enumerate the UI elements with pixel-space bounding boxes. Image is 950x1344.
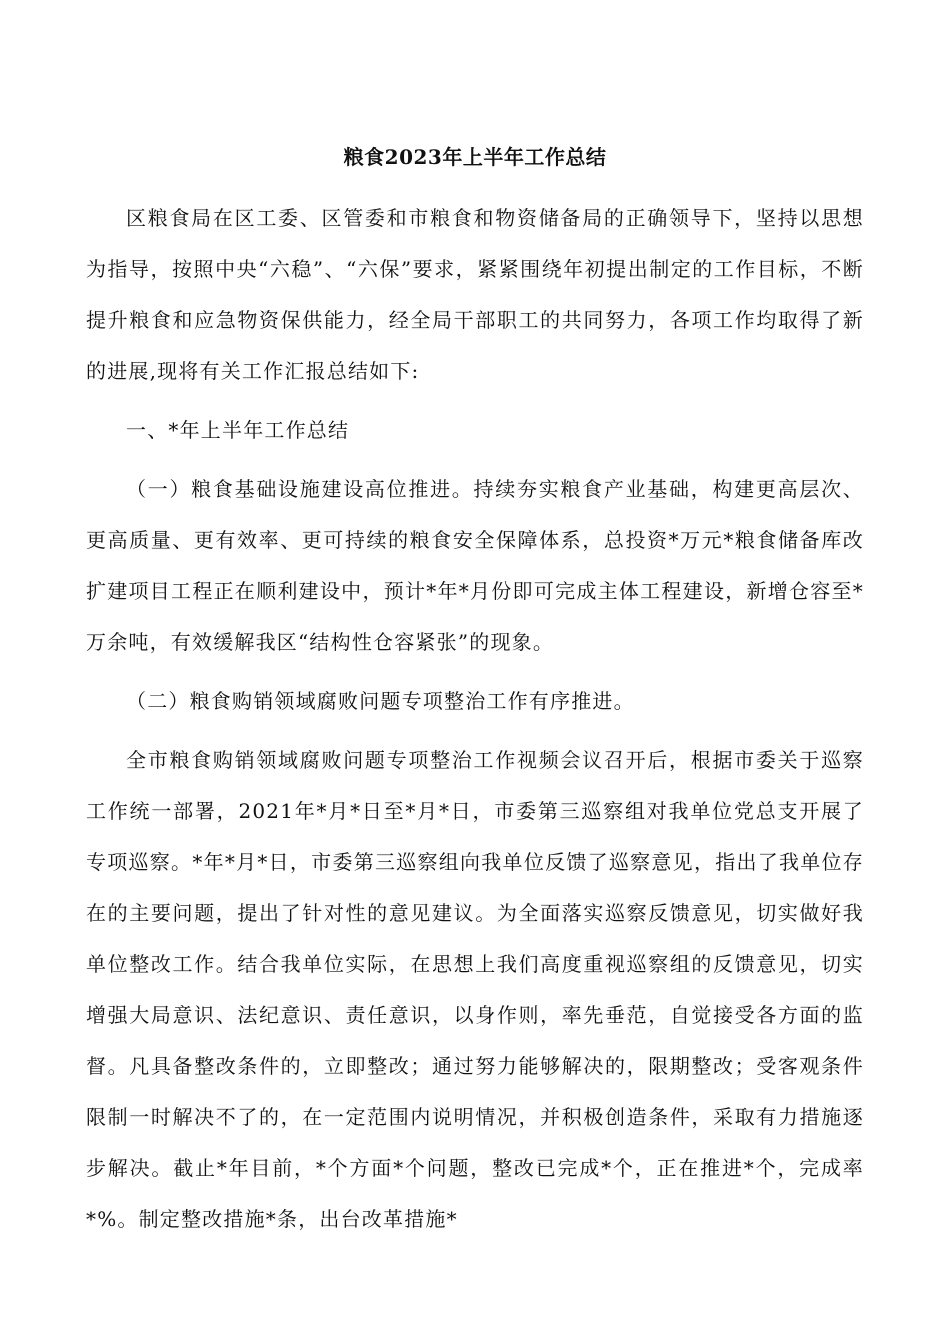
subsection-2-heading: （二）粮食购销领域腐败问题专项整治工作有序推进。 (126, 689, 635, 713)
document-title: 粮食2023年上半年工作总结 (343, 145, 607, 169)
subsection-1-paragraph: （一）粮食基础设施建设高位推进。持续夯实粮食产业基础，构建更高层次、更高质量、更有效率、更可持续的粮食安全保障体系，总投资*万元*粮食储备库改扩建项目工程正在顺利建设中，预计*年*月份即可完成主体工程建设，新增仓容至*万余吨，有效缓解我区“结构性仓容紧张”的现象。 (86, 477, 864, 654)
document-body (86, 193, 864, 1245)
intro-paragraph: 区粮食局在区工委、区管委和市粮食和物资储备局的正确领导下，坚持以思想为指导，按照中央“六稳”、“六保”要求，紧紧围绕年初提出制定的工作目标，不断提升粮食和应急物资保供能力，经全局干部职工的共同努力，各项工作均取得了新的进展,现将有关工作汇报总结如下: (86, 206, 864, 383)
subsection-2-paragraph: 全市粮食购销领域腐败问题专项整治工作视频会议召开后，根据市委关于巡察工作统一部署，2021年*月*日至*月*日，市委第三巡察组对我单位党总支开展了专项巡察。*年*月*日，市委第三巡察组向我单位反馈了巡察意见，指出了我单位存在的主要问题，提出了针对性的意见建议。为全面落实巡察反馈意见，切实做好我单位整改工作。结合我单位实际，在思想上我们高度重视巡察组的反馈意见，切实增强大局意识、法纪意识、责任意识，以身作则，率先垂范，自觉接受各方面的监督。凡具备整改条件的，立即整改；通过努力能够解决的，限期整改；受客观条件限制一时解决不了的，在一定范围内说明情况，并积极创造条件，采取有力措施逐步解决。截止*年目前，*个方面*个问题，整改已完成*个，正在推进*个，完成率*%。制定整改措施*条，出台改革措施* (86, 748, 864, 1231)
section-heading-1: 一、*年上半年工作总结 (126, 418, 350, 442)
